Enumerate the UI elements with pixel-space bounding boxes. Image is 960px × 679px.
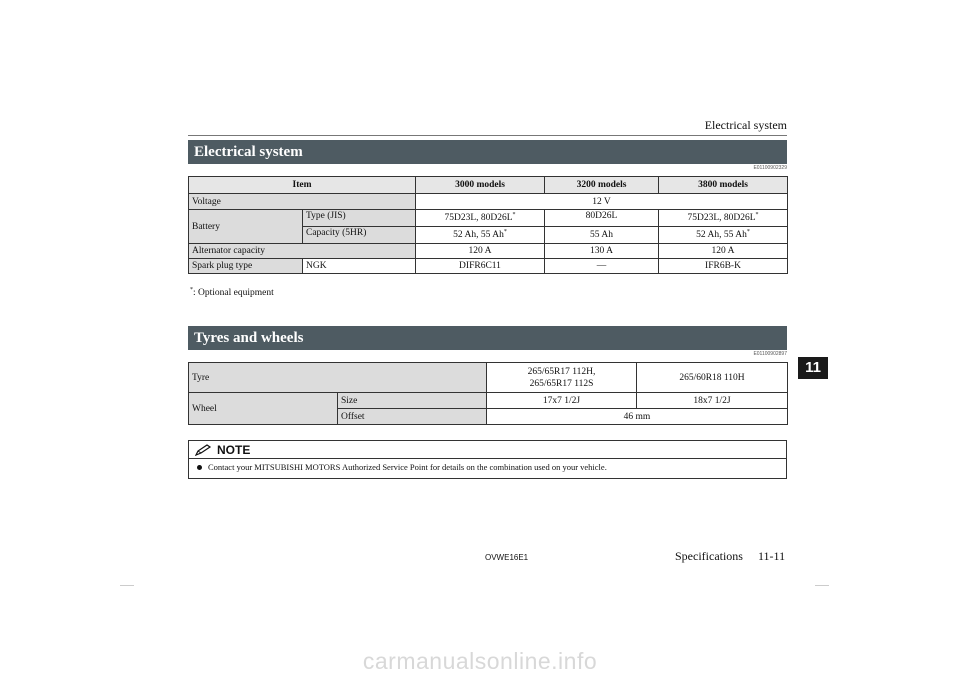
table-row (189, 363, 788, 393)
page-number: 11-11 (758, 549, 786, 563)
spark-3800: IFR6B-K (659, 259, 788, 274)
document-code: OVWE16E1 (485, 553, 529, 562)
table-row (189, 244, 788, 259)
type-label: Type (JIS) (303, 210, 416, 227)
optional-mark: * (512, 211, 516, 218)
note-label: NOTE (217, 442, 251, 457)
tyres-code: E01100902897 (753, 351, 787, 357)
size-18in: 18x7 1/2J (637, 393, 788, 409)
electrical-heading: Electrical system (188, 140, 787, 164)
footer-section: Specifications (675, 549, 743, 563)
running-header: Electrical system (704, 118, 787, 132)
tyre-18in: 265/60R18 110H (637, 363, 788, 393)
note-text: Contact your MITSUBISHI MOTORS Authorized Service Point for details on the combination used on your vehicle. (208, 462, 607, 472)
col-3800: 3800 models (659, 177, 788, 194)
note-pencil-icon (195, 444, 213, 456)
watermark: carmanualsonline.info (362, 648, 598, 674)
offset-value: 46 mm (487, 409, 788, 425)
electrical-code: E01100902329 (753, 165, 787, 171)
col-item: Item (189, 177, 416, 194)
optional-mark: * (755, 211, 759, 218)
note-header (189, 441, 786, 459)
tyres-table (188, 362, 788, 425)
cap-3800: 52 Ah, 55 Ah (696, 230, 747, 240)
tyre-17in-line1: 265/65R17 112H, (527, 366, 596, 377)
wheel-label: Wheel (189, 393, 338, 425)
size-17in: 17x7 1/2J (487, 393, 637, 409)
bullet-icon (197, 465, 202, 470)
voltage-value: 12 V (416, 194, 788, 210)
alt-3200: 130 A (545, 244, 659, 259)
battery-label: Battery (189, 210, 303, 244)
col-3200: 3200 models (545, 177, 659, 194)
spark-plug-label: Spark plug type (189, 259, 303, 274)
spark-3000: DIFR6C11 (416, 259, 545, 274)
note-body (189, 459, 786, 475)
footnote-text: : Optional equipment (193, 288, 274, 298)
tyre-17in-line2: 265/65R17 112S (529, 378, 594, 389)
cap-3200: 55 Ah (545, 227, 659, 244)
crop-mark (120, 585, 134, 586)
note-box (188, 440, 787, 479)
cap-3000: 52 Ah, 55 Ah (453, 230, 504, 240)
footnote-mark: * (190, 286, 193, 293)
spark-3200: — (545, 259, 659, 274)
size-label: Size (338, 393, 487, 409)
alternator-label: Alternator capacity (189, 244, 416, 259)
type-3000: 75D23L, 80D26L (444, 213, 513, 223)
alt-3000: 120 A (416, 244, 545, 259)
type-3200: 80D26L (545, 210, 659, 227)
col-3000: 3000 models (416, 177, 545, 194)
optional-mark: * (503, 228, 507, 235)
table-row (189, 194, 788, 210)
table-row (189, 393, 788, 409)
offset-label: Offset (338, 409, 487, 425)
footnote (190, 288, 274, 298)
tyres-heading: Tyres and wheels (188, 326, 787, 350)
voltage-label: Voltage (189, 194, 416, 210)
alt-3800: 120 A (659, 244, 788, 259)
table-header-row (189, 177, 788, 194)
tyre-label: Tyre (189, 363, 487, 393)
chapter-tab: 11 (798, 357, 828, 379)
spark-plug-maker: NGK (303, 259, 416, 274)
optional-mark: * (746, 228, 750, 235)
capacity-label: Capacity (5HR) (303, 227, 416, 244)
table-row (189, 259, 788, 274)
type-3800: 75D23L, 80D26L (687, 213, 756, 223)
tyre-17in (487, 363, 637, 393)
table-row (189, 210, 788, 227)
header-rule (188, 135, 787, 136)
crop-mark (815, 585, 829, 586)
electrical-table (188, 176, 788, 274)
